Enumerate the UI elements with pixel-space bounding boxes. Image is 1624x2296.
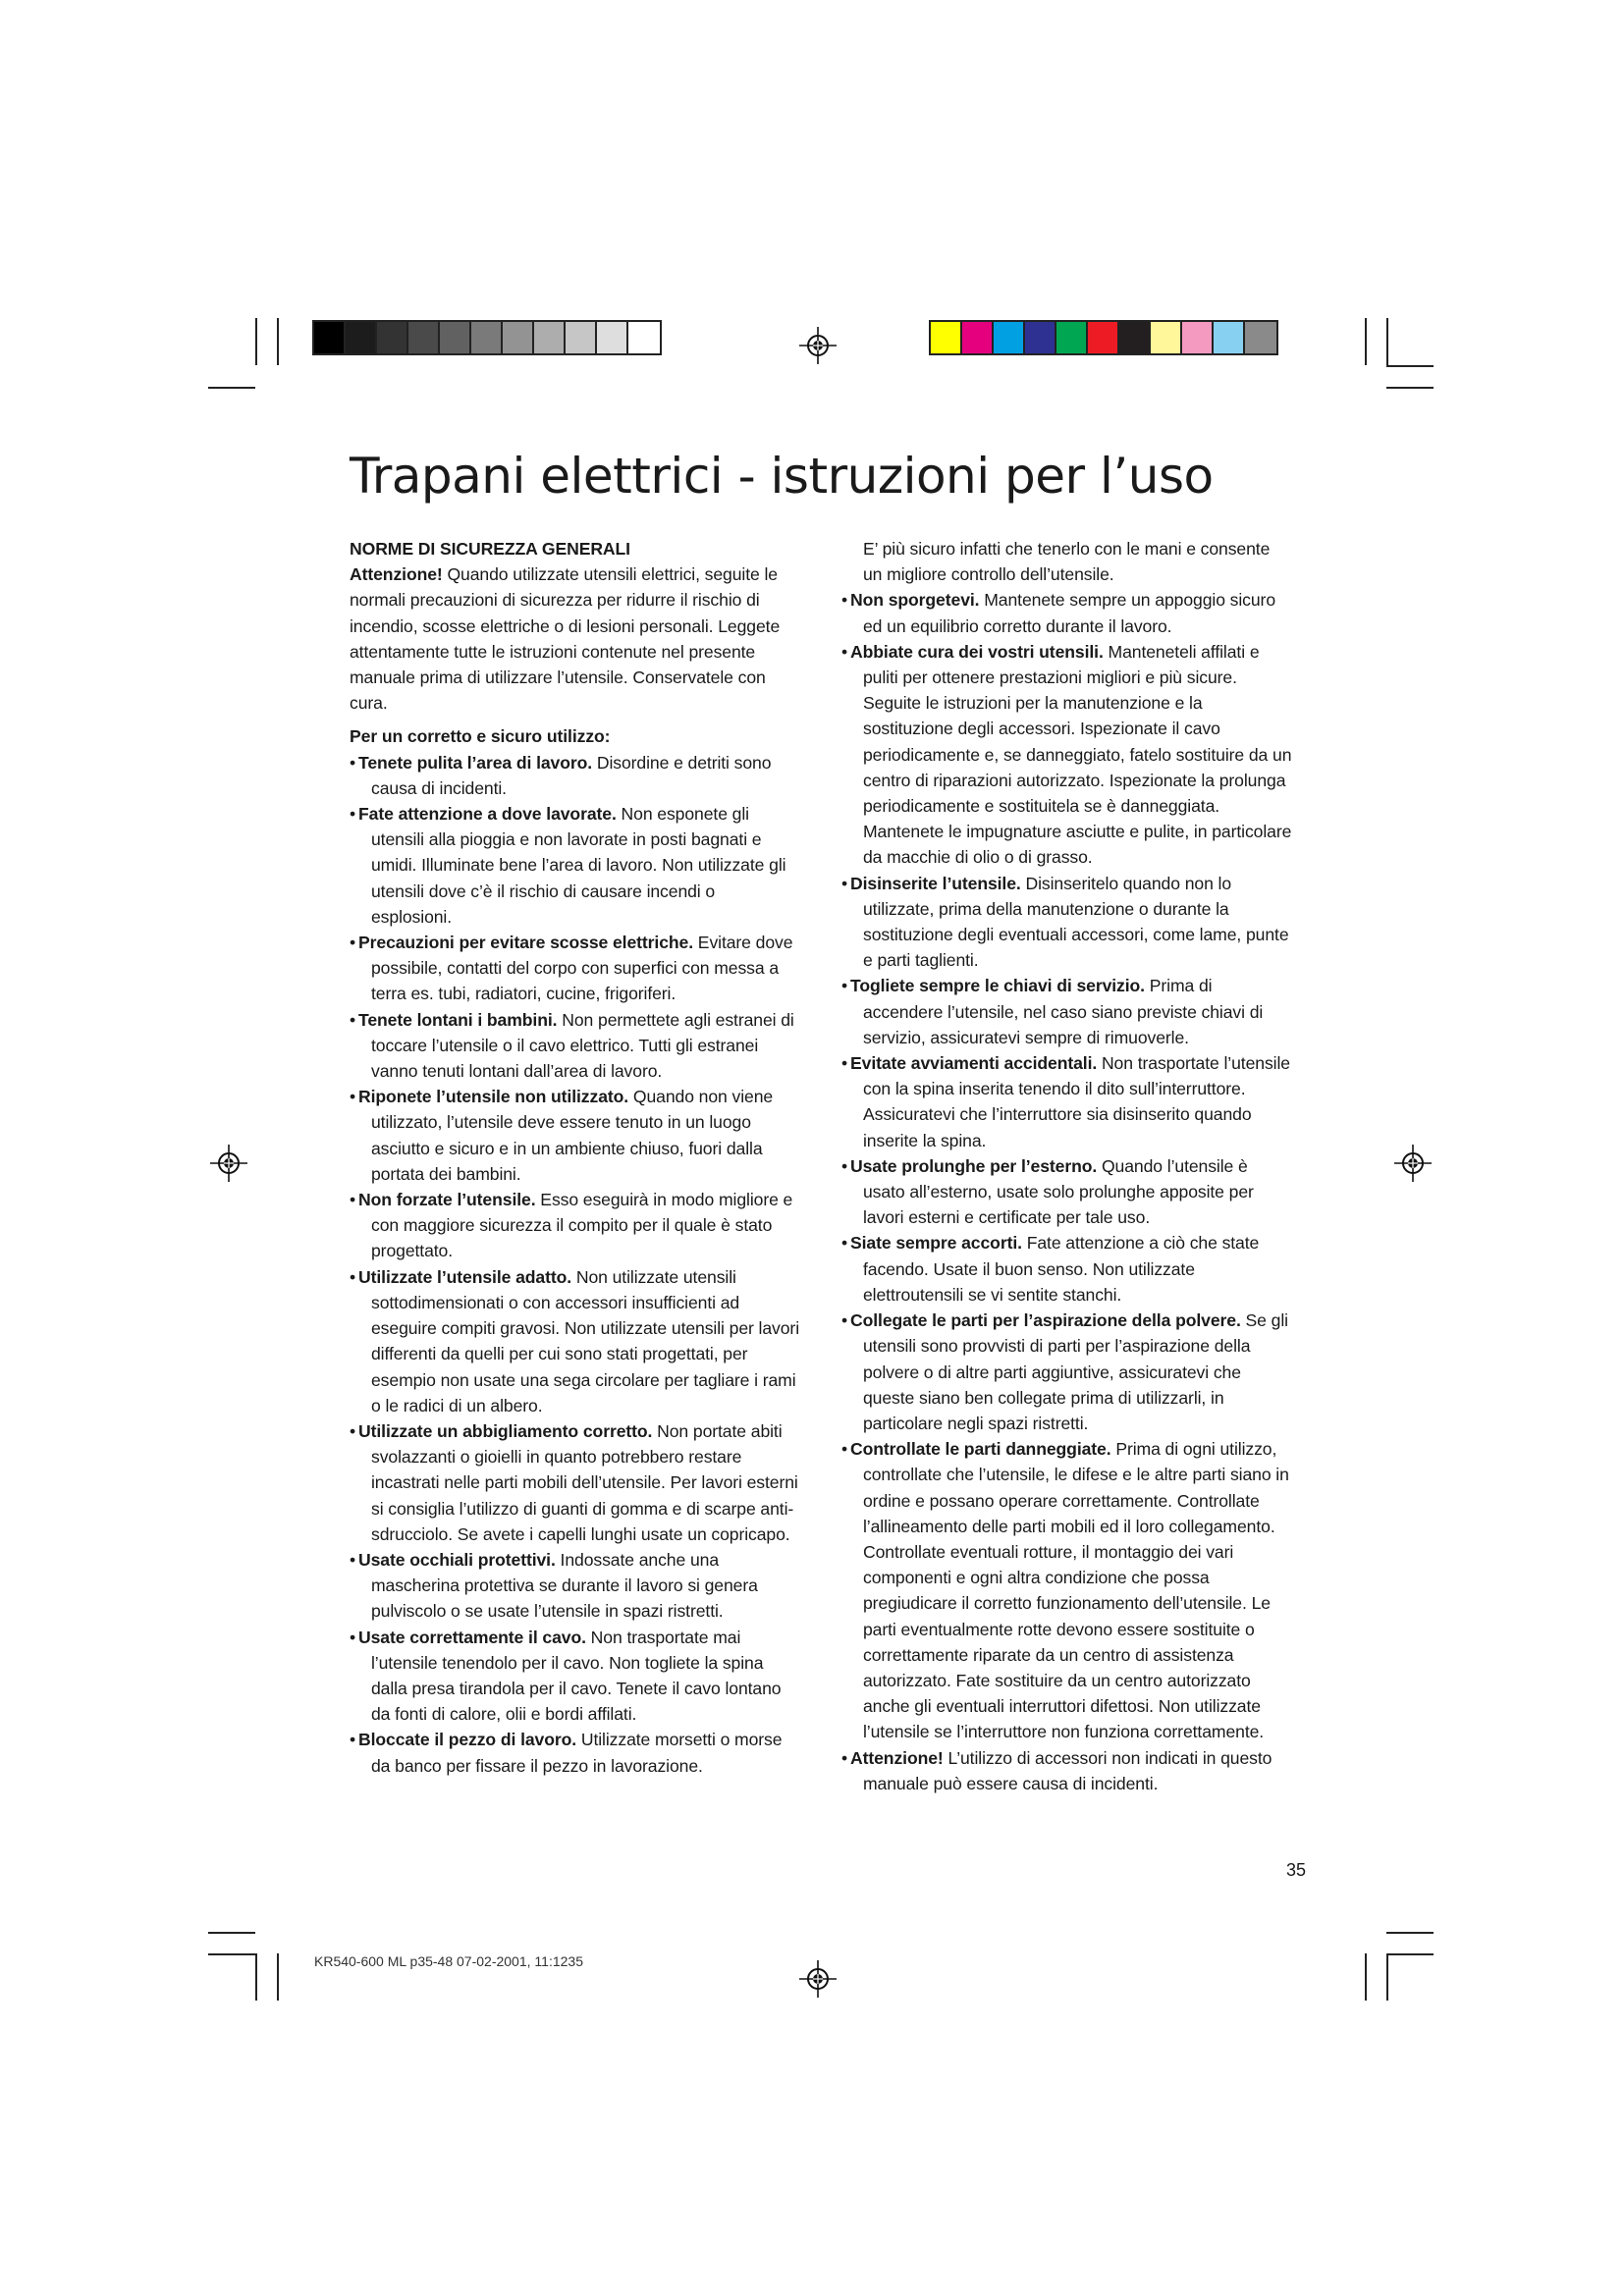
grayscale-swatch	[566, 322, 597, 353]
list-item-title: Controllate le parti danneggiate.	[850, 1439, 1111, 1460]
bullet-icon: •	[350, 752, 356, 773]
list-item	[350, 930, 799, 1007]
bullet-icon: •	[841, 590, 848, 611]
list-item	[841, 1745, 1293, 1796]
bullet-icon: •	[350, 1087, 356, 1107]
page-title: Trapani elettrici - istruzioni per l’uso	[350, 448, 1214, 505]
safety-list-left	[350, 750, 799, 1779]
process-color-swatch	[1025, 322, 1056, 353]
crop-mark-bl-v2	[277, 1953, 279, 2001]
registration-mark-right-icon	[1394, 1145, 1432, 1182]
process-color-swatch	[962, 322, 994, 353]
list-item-title: Siate sempre accorti.	[850, 1233, 1022, 1254]
list-item-text: Disinseritelo quando non lo utilizzate, prima della manutenzione o durante la sostituzione degli eventuali accessori, come lame, punte e parti taglienti.	[863, 873, 1289, 971]
bullet-icon: •	[350, 1730, 356, 1750]
list-item	[841, 1230, 1293, 1308]
list-item	[350, 1547, 799, 1625]
crop-mark-bl-h	[208, 1932, 255, 1934]
list-item-text: Non trasportate l’utensile con la spina inserita tenendo il dito sull’interruttore. Assicuratevi che l’interruttore sia disinserito quando inserite la spina.	[863, 1053, 1290, 1150]
grayscale-swatch	[408, 322, 440, 353]
footer-job-code: KR540-600 ML p35-48 07-02-2001, 11:1235	[314, 1953, 583, 1969]
grayscale-swatch	[377, 322, 408, 353]
list-item	[350, 1084, 799, 1187]
bullet-icon: •	[841, 1053, 848, 1074]
process-color-bar	[929, 320, 1278, 355]
list-item-title: Non sporgetevi.	[850, 590, 980, 611]
list-item-title: Usate occhiali protettivi.	[358, 1549, 556, 1570]
grayscale-swatch	[597, 322, 628, 353]
bullet-icon: •	[350, 1420, 356, 1441]
section-heading: NORME DI SICUREZZA GENERALI	[350, 539, 630, 559]
list-item-text: Prima di accendere l’utensile, nel caso siano previste chiavi di servizio, assicuratevi sempre di rimuoverle.	[863, 976, 1264, 1047]
list-item-text: Non permettete agli estranei di toccare l’utensile o il cavo elettrico. Tutti gli estranei vanno tenuti lontani dall’area di lavoro.	[371, 1009, 794, 1082]
registration-mark-bottom-icon	[799, 1960, 837, 1998]
grayscale-swatch	[628, 322, 660, 353]
bullet-icon: •	[841, 976, 848, 996]
list-item-text: Non esponete gli utensili alla pioggia e non lavorate in posti bagnati e umidi. Illuminate bene l’area di lavoro. Non utilizzate gli utensili dove c’è il rischio di causare incendi o esplosioni.	[371, 804, 786, 927]
process-color-swatch	[994, 322, 1025, 353]
list-item-title: Utilizzate l’utensile adatto.	[358, 1266, 572, 1287]
registration-mark-top-icon	[799, 327, 837, 364]
continuation-text: E’ più sicuro infatti che tenerlo con le mani e consente un migliore controllo dell’utensile.	[863, 539, 1271, 585]
bullet-icon: •	[350, 1190, 356, 1210]
intro-text: Quando utilizzate utensili elettrici, seguite le normali precauzioni di sicurezza per ridurre il rischio di incendio, scosse elettriche o di lesioni personali. Leggete attentamente tutte le istruzioni contenute nel presente manuale prima di utilizzare l’utensile. Conservatele con cura.	[350, 564, 781, 714]
list-item-title: Tenete lontani i bambini.	[358, 1009, 558, 1030]
list-item-title: Tenete pulita l’area di lavoro.	[358, 752, 593, 773]
list-item	[350, 1418, 799, 1547]
intro-paragraph	[350, 561, 799, 716]
right-column	[841, 536, 1293, 1796]
process-color-swatch	[1119, 322, 1151, 353]
crop-mark-tr-v	[1365, 318, 1367, 365]
list-item-title: Bloccate il pezzo di lavoro.	[358, 1730, 577, 1750]
list-item-text: Quando non viene utilizzato, l’utensile deve essere tenuto in un luogo asciutto e sicuro e in un ambiente chiuso, fuori dalla portata dei bambini.	[371, 1087, 774, 1184]
process-color-swatch	[1151, 322, 1182, 353]
list-item-title: Usate correttamente il cavo.	[358, 1627, 586, 1647]
list-item-text: Prima di ogni utilizzo, controllate che l’utensile, le difese e le altre parti siano in ordine e possano operare correttamente. Controllate l’allineamento delle parti mobili ed il loro collegamento. Controllate eventuali rotture, il montaggio dei vari componenti e ogni altra condizione che possa pregiudicare il corretto funzionamento dell’utensile. Le parti eventualmente rotte devono essere sostituite o correttamente riparate da un centro di assistenza autorizzato. Fate sostituire da un centro autorizzato anche gli eventuali interruttori difettosi. Non utilizzate l’utensile se l’interruttore non funziona correttamente.	[863, 1439, 1289, 1742]
grayscale-swatch	[503, 322, 534, 353]
registration-mark-left-icon	[210, 1145, 247, 1182]
list-item-title: Usate prolunghe per l’esterno.	[850, 1155, 1098, 1176]
intro-warning-label: Attenzione!	[350, 564, 443, 585]
list-item	[841, 1308, 1293, 1436]
page-number: 35	[1286, 1860, 1307, 1880]
list-item-text: Disordine e detriti sono causa di incidenti.	[371, 752, 772, 798]
bullet-icon: •	[350, 933, 356, 953]
crop-mark-tr-h	[1386, 387, 1434, 389]
process-color-swatch	[1056, 322, 1088, 353]
list-item	[350, 750, 799, 801]
list-item-text: Utilizzate morsetti o morse da banco per fissare il pezzo in lavorazione.	[371, 1730, 783, 1776]
list-item-title: Abbiate cura dei vostri utensili.	[850, 641, 1104, 662]
list-item	[350, 1007, 799, 1085]
list-item-title: Non forzate l’utensile.	[358, 1190, 536, 1210]
list-item	[841, 871, 1293, 974]
list-item-title: Riponete l’utensile non utilizzato.	[358, 1087, 629, 1107]
bullet-icon: •	[841, 873, 848, 893]
grayscale-swatch	[471, 322, 503, 353]
crop-mark-br-h2	[1386, 1953, 1434, 1955]
list-item-text: Fate attenzione a ciò che state facendo. Usate il buon senso. Non utilizzate elettroutensili se vi sentite stanchi.	[863, 1233, 1260, 1305]
list-item-text: L’utilizzo di accessori non indicati in questo manuale può essere causa di incidenti.	[863, 1747, 1272, 1793]
list-item	[350, 1727, 799, 1778]
crop-mark-tl-v2	[277, 318, 279, 365]
left-column	[350, 536, 799, 1779]
list-item-text: Quando l’utensile è usato all’esterno, usate solo prolunghe apposite per lavori esterni e certificate per tale uso.	[863, 1155, 1254, 1228]
crop-mark-tl-v	[255, 318, 257, 365]
crop-mark-bl-v	[255, 1953, 257, 2001]
list-item-title: Togliete sempre le chiavi di servizio.	[850, 976, 1145, 996]
list-item	[350, 1187, 799, 1264]
list-item-title: Disinserite l’utensile.	[850, 873, 1021, 893]
bullet-icon: •	[350, 1266, 356, 1287]
list-item-text: Evitare dove possibile, contatti del corpo con superfici con messa a terra es. tubi, radiatori, cucine, frigoriferi.	[371, 933, 793, 1004]
list-item	[841, 1050, 1293, 1153]
list-item	[350, 801, 799, 930]
list-item-text: Non trasportate mai l’utensile tenendolo per il cavo. Non togliete la spina dalla presa tirandola per il cavo. Tenete il cavo lontano da fonti di calore, olii e bordi affilati.	[371, 1627, 782, 1725]
list-item-title: Precauzioni per evitare scosse elettriche.	[358, 933, 694, 953]
list-item-title: Evitate avviamenti accidentali.	[850, 1053, 1098, 1074]
list-item-title: Attenzione!	[850, 1747, 944, 1768]
list-item-text: Esso eseguirà in modo migliore e con maggiore sicurezza il compito per il quale è stato progettato.	[371, 1190, 793, 1261]
subheading: Per un corretto e sicuro utilizzo:	[350, 726, 611, 747]
bullet-icon: •	[350, 804, 356, 825]
process-color-swatch	[1214, 322, 1245, 353]
process-color-swatch	[1245, 322, 1276, 353]
list-item-text: Mantenete sempre un appoggio sicuro ed un equilibrio corretto durante il lavoro.	[863, 590, 1276, 636]
list-item	[841, 973, 1293, 1050]
list-item	[350, 1264, 799, 1418]
crop-mark-tl-h	[208, 387, 255, 389]
bullet-icon: •	[841, 1747, 848, 1768]
grayscale-swatch	[314, 322, 346, 353]
bullet-icon: •	[350, 1549, 356, 1570]
list-item-text: Non portate abiti svolazzanti o gioielli in quanto potrebbero restare incastrati nelle parti mobili dell’utensile. Per lavori esterni si consiglia l’utilizzo di guanti di gomma e di scarpe anti- sdrucciolo. Se avete i capelli lunghi usate un copricapo.	[371, 1420, 798, 1544]
crop-mark-br-v2	[1386, 1953, 1388, 2001]
list-item-text: Indossate anche una mascherina protettiva se durante il lavoro si genera pulviscolo o se usate l’utensile in spazi ristretti.	[371, 1549, 758, 1622]
list-item	[841, 587, 1293, 638]
grayscale-swatch	[534, 322, 566, 353]
grayscale-color-bar	[312, 320, 662, 355]
process-color-swatch	[931, 322, 962, 353]
grayscale-swatch	[440, 322, 471, 353]
safety-list-right	[841, 587, 1293, 1796]
bullet-icon: •	[350, 1009, 356, 1030]
list-item-text: Non utilizzate utensili sottodimensionati o con accessori insufficienti ad eseguire compiti gravosi. Non utilizzate utensili per lavori differenti da quelli per cui sono stati progettati, per esempio non usate una sega circolare per tagliare i rami o le radici di un albero.	[371, 1266, 800, 1415]
list-item-title: Collegate le parti per l’aspirazione della polvere.	[850, 1310, 1241, 1331]
crop-mark-br-h	[1386, 1932, 1434, 1934]
list-item-title: Utilizzate un abbigliamento corretto.	[358, 1420, 653, 1441]
list-item-title: Fate attenzione a dove lavorate.	[358, 804, 617, 825]
bullet-icon: •	[841, 1310, 848, 1331]
crop-mark-tr-v2	[1386, 318, 1388, 365]
crop-mark-tr-h2	[1386, 365, 1434, 367]
list-item	[841, 1436, 1293, 1744]
list-item	[841, 1153, 1293, 1231]
bullet-icon: •	[841, 641, 848, 662]
list-item-text: Se gli utensili sono provvisti di parti per l’aspirazione della polvere o di altre parti aggiuntive, assicuratevi che queste siano ben collegate prima di utilizzarli, in particolare negli spazi ristretti.	[863, 1310, 1288, 1433]
bullet-icon: •	[841, 1439, 848, 1460]
grayscale-swatch	[346, 322, 377, 353]
process-color-swatch	[1088, 322, 1119, 353]
bullet-icon: •	[841, 1155, 848, 1176]
bullet-icon: •	[350, 1627, 356, 1647]
list-item-text: Manteneteli affilati e puliti per ottenere prestazioni migliori e più sicure. Seguite le istruzioni per la manutenzione e la sostituzione degli accessori. Ispezionate il cavo periodicamente e, se danneggiato, fatelo sostituire da un centro di riparazioni autorizzato. Ispezionate la prolunga periodicamente e sostituitela se è danneggiata. Mantenete le impugnature asciutte e pulite, in particolare da macchie di olio o di grasso.	[863, 641, 1292, 868]
list-item	[350, 1625, 799, 1728]
crop-mark-bl-h2	[208, 1953, 255, 1955]
list-item	[841, 639, 1293, 871]
crop-mark-br-v	[1365, 1953, 1367, 2001]
process-color-swatch	[1182, 322, 1214, 353]
bullet-icon: •	[841, 1233, 848, 1254]
